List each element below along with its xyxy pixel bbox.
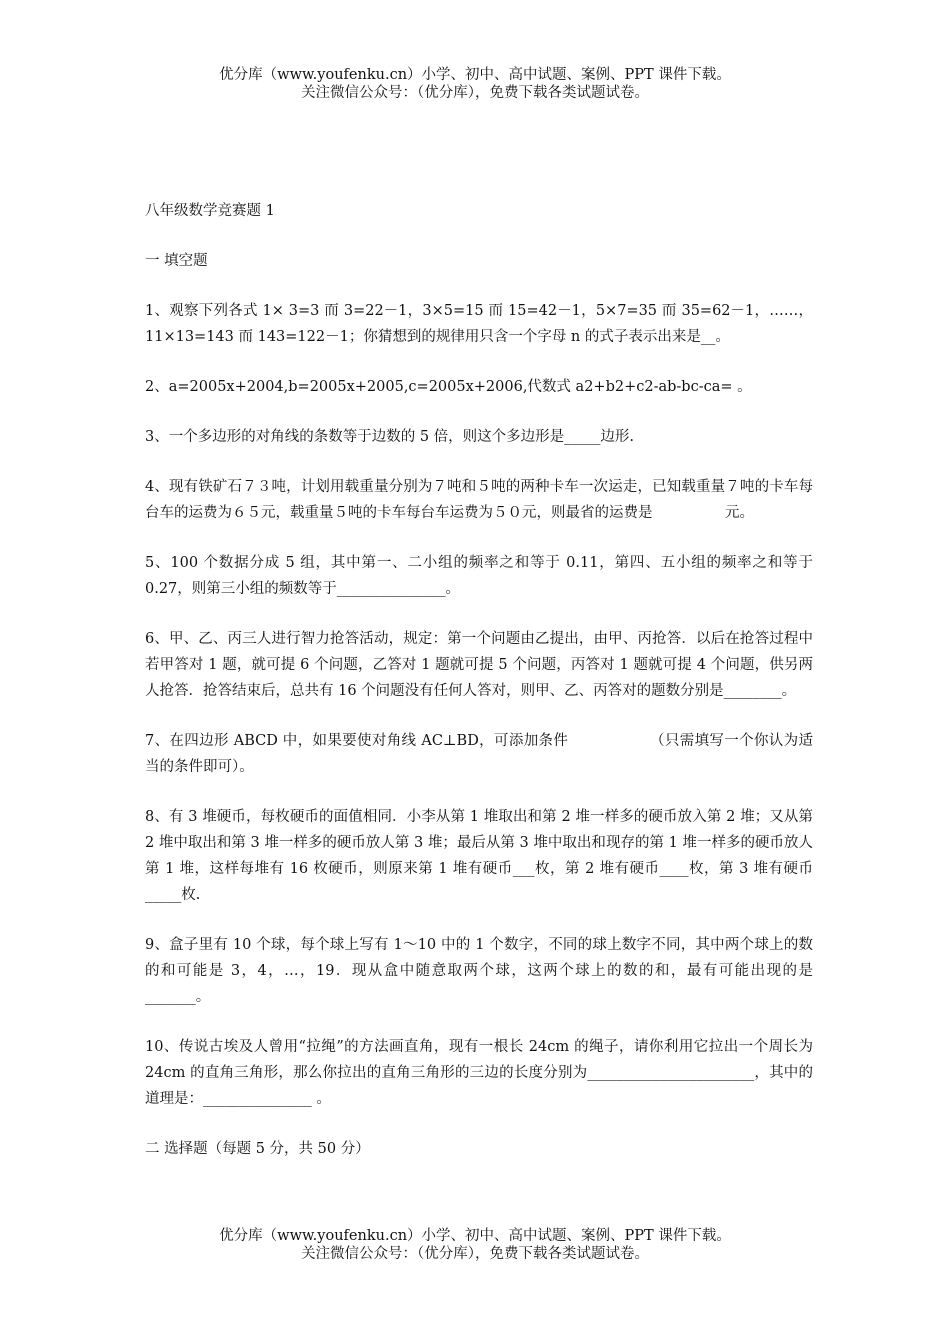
header-line-1: 优分库（www.youfenku.cn）小学、初中、高中试题、案例、PPT 课件下载。	[219, 67, 731, 83]
question-7: 7、在四边形 ABCD 中，如果要使对角线 AC⊥BD，可添加条件 （只需填写一个你认为适当的条件即可）。	[145, 733, 813, 775]
question-9: 9、盒子里有 10 个球，每个球上写有 1～10 中的 1 个数字，不同的球上数字不同，其中两个球上的数的和可能是 3，4，…，19．现从盒中随意取两个球，这两个球上的数的和，最有可能出现的是_______。	[145, 937, 813, 1005]
section-heading-fill-in: 一 填空题	[145, 253, 208, 269]
footer-line-2: 关注微信公众号：（优分库），免费下载各类试题试卷。	[301, 1246, 649, 1262]
question-3: 3、一个多边形的对角线的条数等于边数的 5 倍，则这个多边形是_____边形.	[145, 429, 635, 445]
question-4: 4、现有铁矿石７３吨，计划用载重量分别为７吨和５吨的两种卡车一次运走，已知载重量７吨的卡车每台车的运费为６５元，载重量５吨的卡车每台车运费为５０元，则最省的运费是 元。	[145, 479, 813, 521]
question-1: 1、观察下列各式 1× 3=3 而 3=22－1，3×5=15 而 15=42－1，5×7=35 而 35=62－1，……，11×13=143 而 143=122－1；你猜想到的规律用只含一个字母 n 的式子表示出来是__。	[145, 303, 813, 345]
question-5: 5、100 个数据分成 5 组，其中第一、二小组的频率之和等于 0.11，第四、五小组的频率之和等于 0.27，则第三小组的频数等于_______________。	[145, 555, 813, 597]
page-header	[0, 66, 950, 102]
question-6: 6、甲、乙、丙三人进行智力抢答活动，规定：第一个问题由乙提出，由甲、丙抢答．以后在抢答过程中若甲答对 1 题，就可提 6 个问题，乙答对 1 题就可提 5 个问题，丙答对 1 题就可提 4 个问题，供另两人抢答．抢答结束后，总共有 16 个问题没有任何人答对，则甲、乙、丙答对的题数分别是________。	[145, 631, 813, 699]
section-heading-multiple-choice: 二 选择题（每题 5 分，共 50 分）	[145, 1141, 370, 1157]
question-8: 8、有 3 堆硬币，每枚硬币的面值相同．小李从第 1 堆取出和第 2 堆一样多的硬币放入第 2 堆；又从第 2 堆中取出和第 3 堆一样多的硬币放人第 3 堆；最后从第 3 堆中取出和现存的第 1 堆一样多的硬币放人第 1 堆，这样每堆有 16 枚硬币，则原来第 1 堆有硬币___枚，第 2 堆有硬币____枚，第 3 堆有硬币_____枚.	[145, 809, 813, 903]
footer-line-1: 优分库（www.youfenku.cn）小学、初中、高中试题、案例、PPT 课件下载。	[219, 1228, 731, 1244]
document-title: 八年级数学竞赛题 1	[145, 203, 275, 219]
question-10: 10、传说古埃及人曾用“拉绳”的方法画直角，现有一根长 24cm 的绳子，请你利用它拉出一个周长为 24cm 的直角三角形，那么你拉出的直角三角形的三边的长度分别为_______________________，其中的道理是：_______________ 。	[145, 1039, 813, 1107]
header-line-2: 关注微信公众号：（优分库），免费下载各类试题试卷。	[301, 85, 649, 101]
question-2: 2、a=2005x+2004,b=2005x+2005,c=2005x+2006,代数式 a2+b2+c2-ab-bc-ca= 。	[145, 379, 752, 395]
document-body	[145, 198, 813, 1186]
page-footer	[0, 1227, 950, 1263]
